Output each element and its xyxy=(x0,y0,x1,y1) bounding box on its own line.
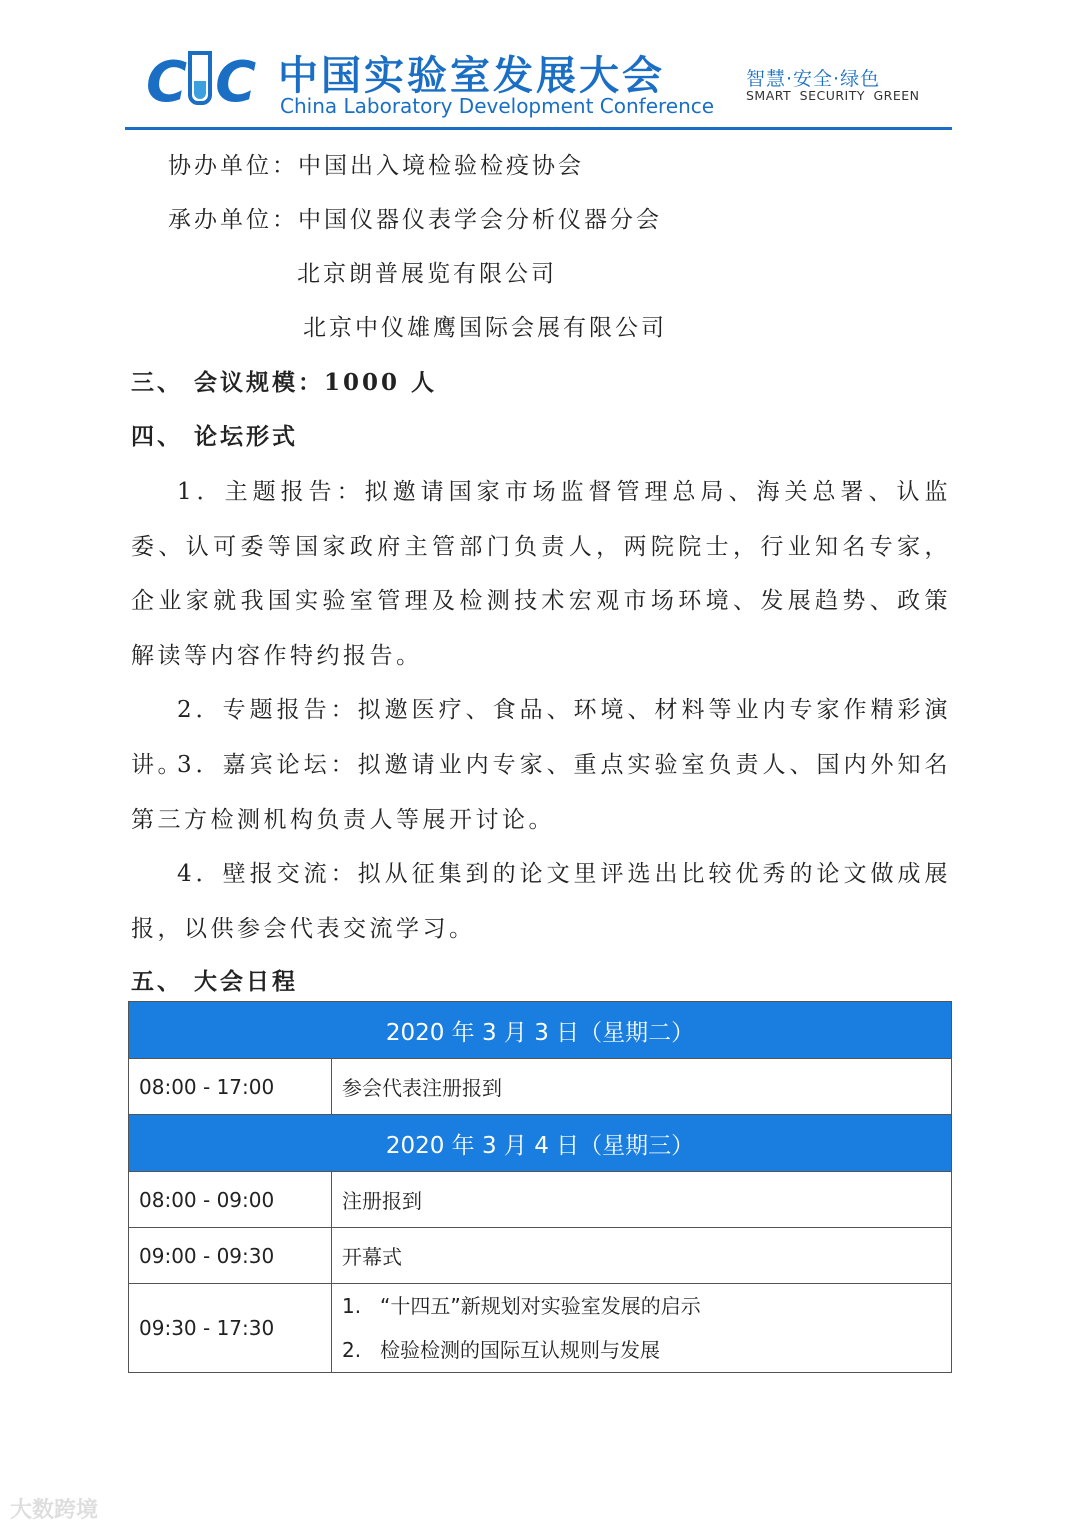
co-organizer-line xyxy=(168,151,584,181)
table-row xyxy=(129,1059,952,1115)
activity-cell: 注册报到 xyxy=(332,1172,952,1228)
list-item-text: 检验检测的国际互认规则与发展 xyxy=(380,1338,660,1362)
conference-title-en: China Laboratory Development Conference xyxy=(280,94,715,118)
slogan-cn: 智慧·安全·绿色 xyxy=(746,68,881,90)
list-item xyxy=(342,1284,941,1328)
table-row xyxy=(129,1228,952,1284)
activity-cell xyxy=(332,1284,952,1373)
list-item-text: “十四五”新规划对实验室发展的启示 xyxy=(380,1294,701,1318)
forum-item-poster: 4．壁报交流：拟从征集到的论文里评选出比较优秀的论文做成展报，以供参会代表交流学习。 xyxy=(131,861,951,942)
slogan-en: SMART SECURITY GREEN xyxy=(746,88,920,103)
time-cell: 08:00 - 17:00 xyxy=(129,1059,332,1115)
header-divider xyxy=(125,127,952,130)
forum-item-keynote: 1．主题报告：拟邀请国家市场监督管理总局、海关总署、认监委、认可委等国家政府主管部门负责人，两院院士，行业知名专家，企业家就我国实验室管理及检测技术宏观市场环境、发展趋势、政策解读等内容作特约报告。 xyxy=(131,479,951,669)
section-schedule-heading: 五、 大会日程 xyxy=(131,968,299,995)
table-row xyxy=(129,1284,952,1373)
date-row xyxy=(129,1115,952,1172)
host-organizer-line xyxy=(168,205,662,235)
schedule-table xyxy=(128,1001,952,1373)
activity-cell: 开幕式 xyxy=(332,1228,952,1284)
host-organizer-name: 北京中仪雄鹰国际会展有限公司 xyxy=(303,315,667,341)
time-cell: 09:30 - 17:30 xyxy=(129,1284,332,1373)
host-organizer-name: 北京朗普展览有限公司 xyxy=(297,261,557,287)
test-tube-icon xyxy=(188,51,212,105)
cic-logo: C C xyxy=(146,50,255,115)
co-organizer-label: 协办单位： xyxy=(168,153,298,179)
date-cell: 2020 年 3 月 3 日（星期二） xyxy=(129,1002,952,1059)
list-item-number: 2. xyxy=(342,1338,362,1362)
forum-item-topic-reports: 2．专题报告：拟邀医疗、食品、环境、材料等业内专家作精彩演讲。 xyxy=(131,697,951,778)
list-item xyxy=(342,1328,941,1372)
co-organizer-name: 中国出入境检验检疫协会 xyxy=(298,153,584,179)
date-cell: 2020 年 3 月 4 日（星期三） xyxy=(129,1115,952,1172)
section-forum-format-heading: 四、 论坛形式 xyxy=(131,423,299,450)
date-row xyxy=(129,1002,952,1059)
table-row xyxy=(129,1172,952,1228)
time-cell: 08:00 - 09:00 xyxy=(129,1172,332,1228)
watermark: 大数跨境 xyxy=(10,1498,99,1523)
forum-item-guest-forum: 3．嘉宾论坛：拟邀请业内专家、重点实验室负责人、国内外知名第三方检测机构负责人等展开讨论。 xyxy=(131,752,951,833)
conference-header xyxy=(128,40,952,130)
conference-title-cn: 中国实验室发展大会 xyxy=(278,53,665,99)
host-organizer-label: 承办单位： xyxy=(168,207,298,233)
activity-cell: 参会代表注册报到 xyxy=(332,1059,952,1115)
list-item-number: 1. xyxy=(342,1294,362,1318)
time-cell: 09:00 - 09:30 xyxy=(129,1228,332,1284)
section-scale-heading: 三、 会议规模：1000 人 xyxy=(131,369,438,396)
host-organizer-name: 中国仪器仪表学会分析仪器分会 xyxy=(298,207,662,233)
